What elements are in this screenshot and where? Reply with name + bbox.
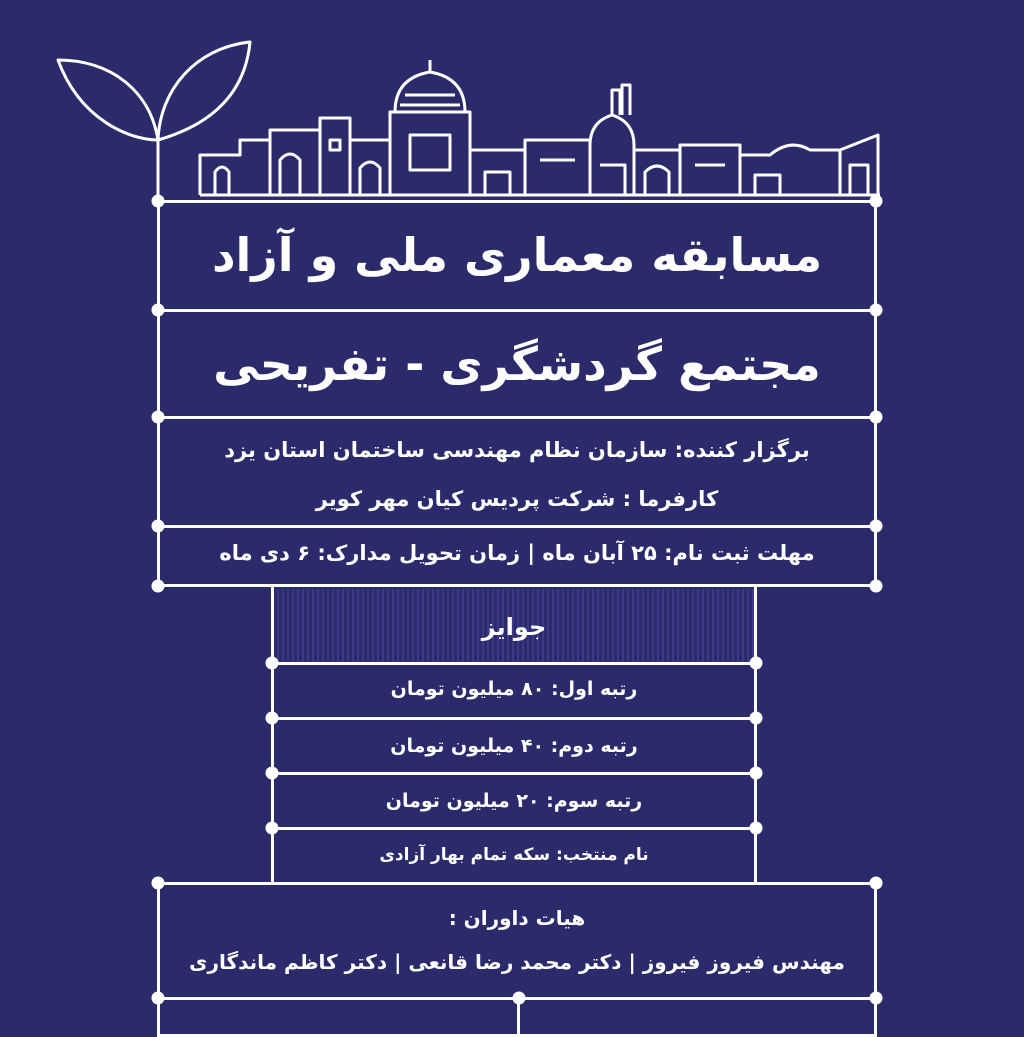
prize-second: رتبه دوم: ۴۰ میلیون تومان	[390, 735, 638, 757]
junction-dot	[266, 822, 279, 835]
jury-heading: هیات داوران :	[448, 906, 586, 930]
junction-dot	[152, 195, 165, 208]
junction-dot	[513, 992, 526, 1005]
project-title: مجتمع گردشگری - تفریحی	[213, 337, 821, 391]
junction-dot	[870, 304, 883, 317]
junction-dot	[266, 767, 279, 780]
info-box	[157, 416, 877, 528]
bottom-box-left	[157, 997, 520, 1037]
junction-dot	[152, 580, 165, 593]
junction-dot	[152, 520, 165, 533]
junction-dot	[870, 411, 883, 424]
employer-text: کارفرما : شرکت پردیس کیان مهر کویر	[315, 487, 719, 511]
junction-dot	[750, 767, 763, 780]
junction-dot	[266, 712, 279, 725]
junction-dot	[750, 822, 763, 835]
right-leaf-icon	[158, 42, 250, 140]
prize-honorable: نام منتخب: سکه تمام بهار آزادی	[379, 845, 649, 865]
jury-box	[157, 882, 877, 1000]
junction-dot	[152, 992, 165, 1005]
junction-dot	[870, 992, 883, 1005]
prize-third: رتبه سوم: ۲۰ میلیون تومان	[385, 790, 643, 812]
prize-first: رتبه اول: ۸۰ میلیون تومان	[390, 678, 638, 700]
jury-members: مهندس فیروز فیروز | دکتر محمد رضا قانعی | دکتر کاظم ماندگاری	[189, 950, 845, 974]
junction-dot	[152, 304, 165, 317]
junction-dot	[152, 877, 165, 890]
skyline-illustration	[0, 0, 1024, 210]
junction-dot	[870, 877, 883, 890]
junction-dot	[870, 580, 883, 593]
junction-dot	[266, 657, 279, 670]
bottom-box-right	[517, 997, 877, 1037]
junction-dot	[750, 712, 763, 725]
junction-dot	[870, 195, 883, 208]
junction-dot	[152, 411, 165, 424]
competition-title: مسابقه معماری ملی و آزاد	[211, 228, 823, 282]
prizes-heading: جوایز	[481, 613, 547, 641]
organizer-text: برگزار کننده: سازمان نظام مهندسی ساختمان استان یزد	[224, 438, 810, 462]
deadline-text: مهلت ثبت نام: ۲۵ آبان ماه | زمان تحویل مدارک: ۶ دی ماه	[219, 541, 815, 565]
junction-dot	[750, 657, 763, 670]
junction-dot	[870, 520, 883, 533]
left-leaf-icon	[58, 60, 158, 140]
